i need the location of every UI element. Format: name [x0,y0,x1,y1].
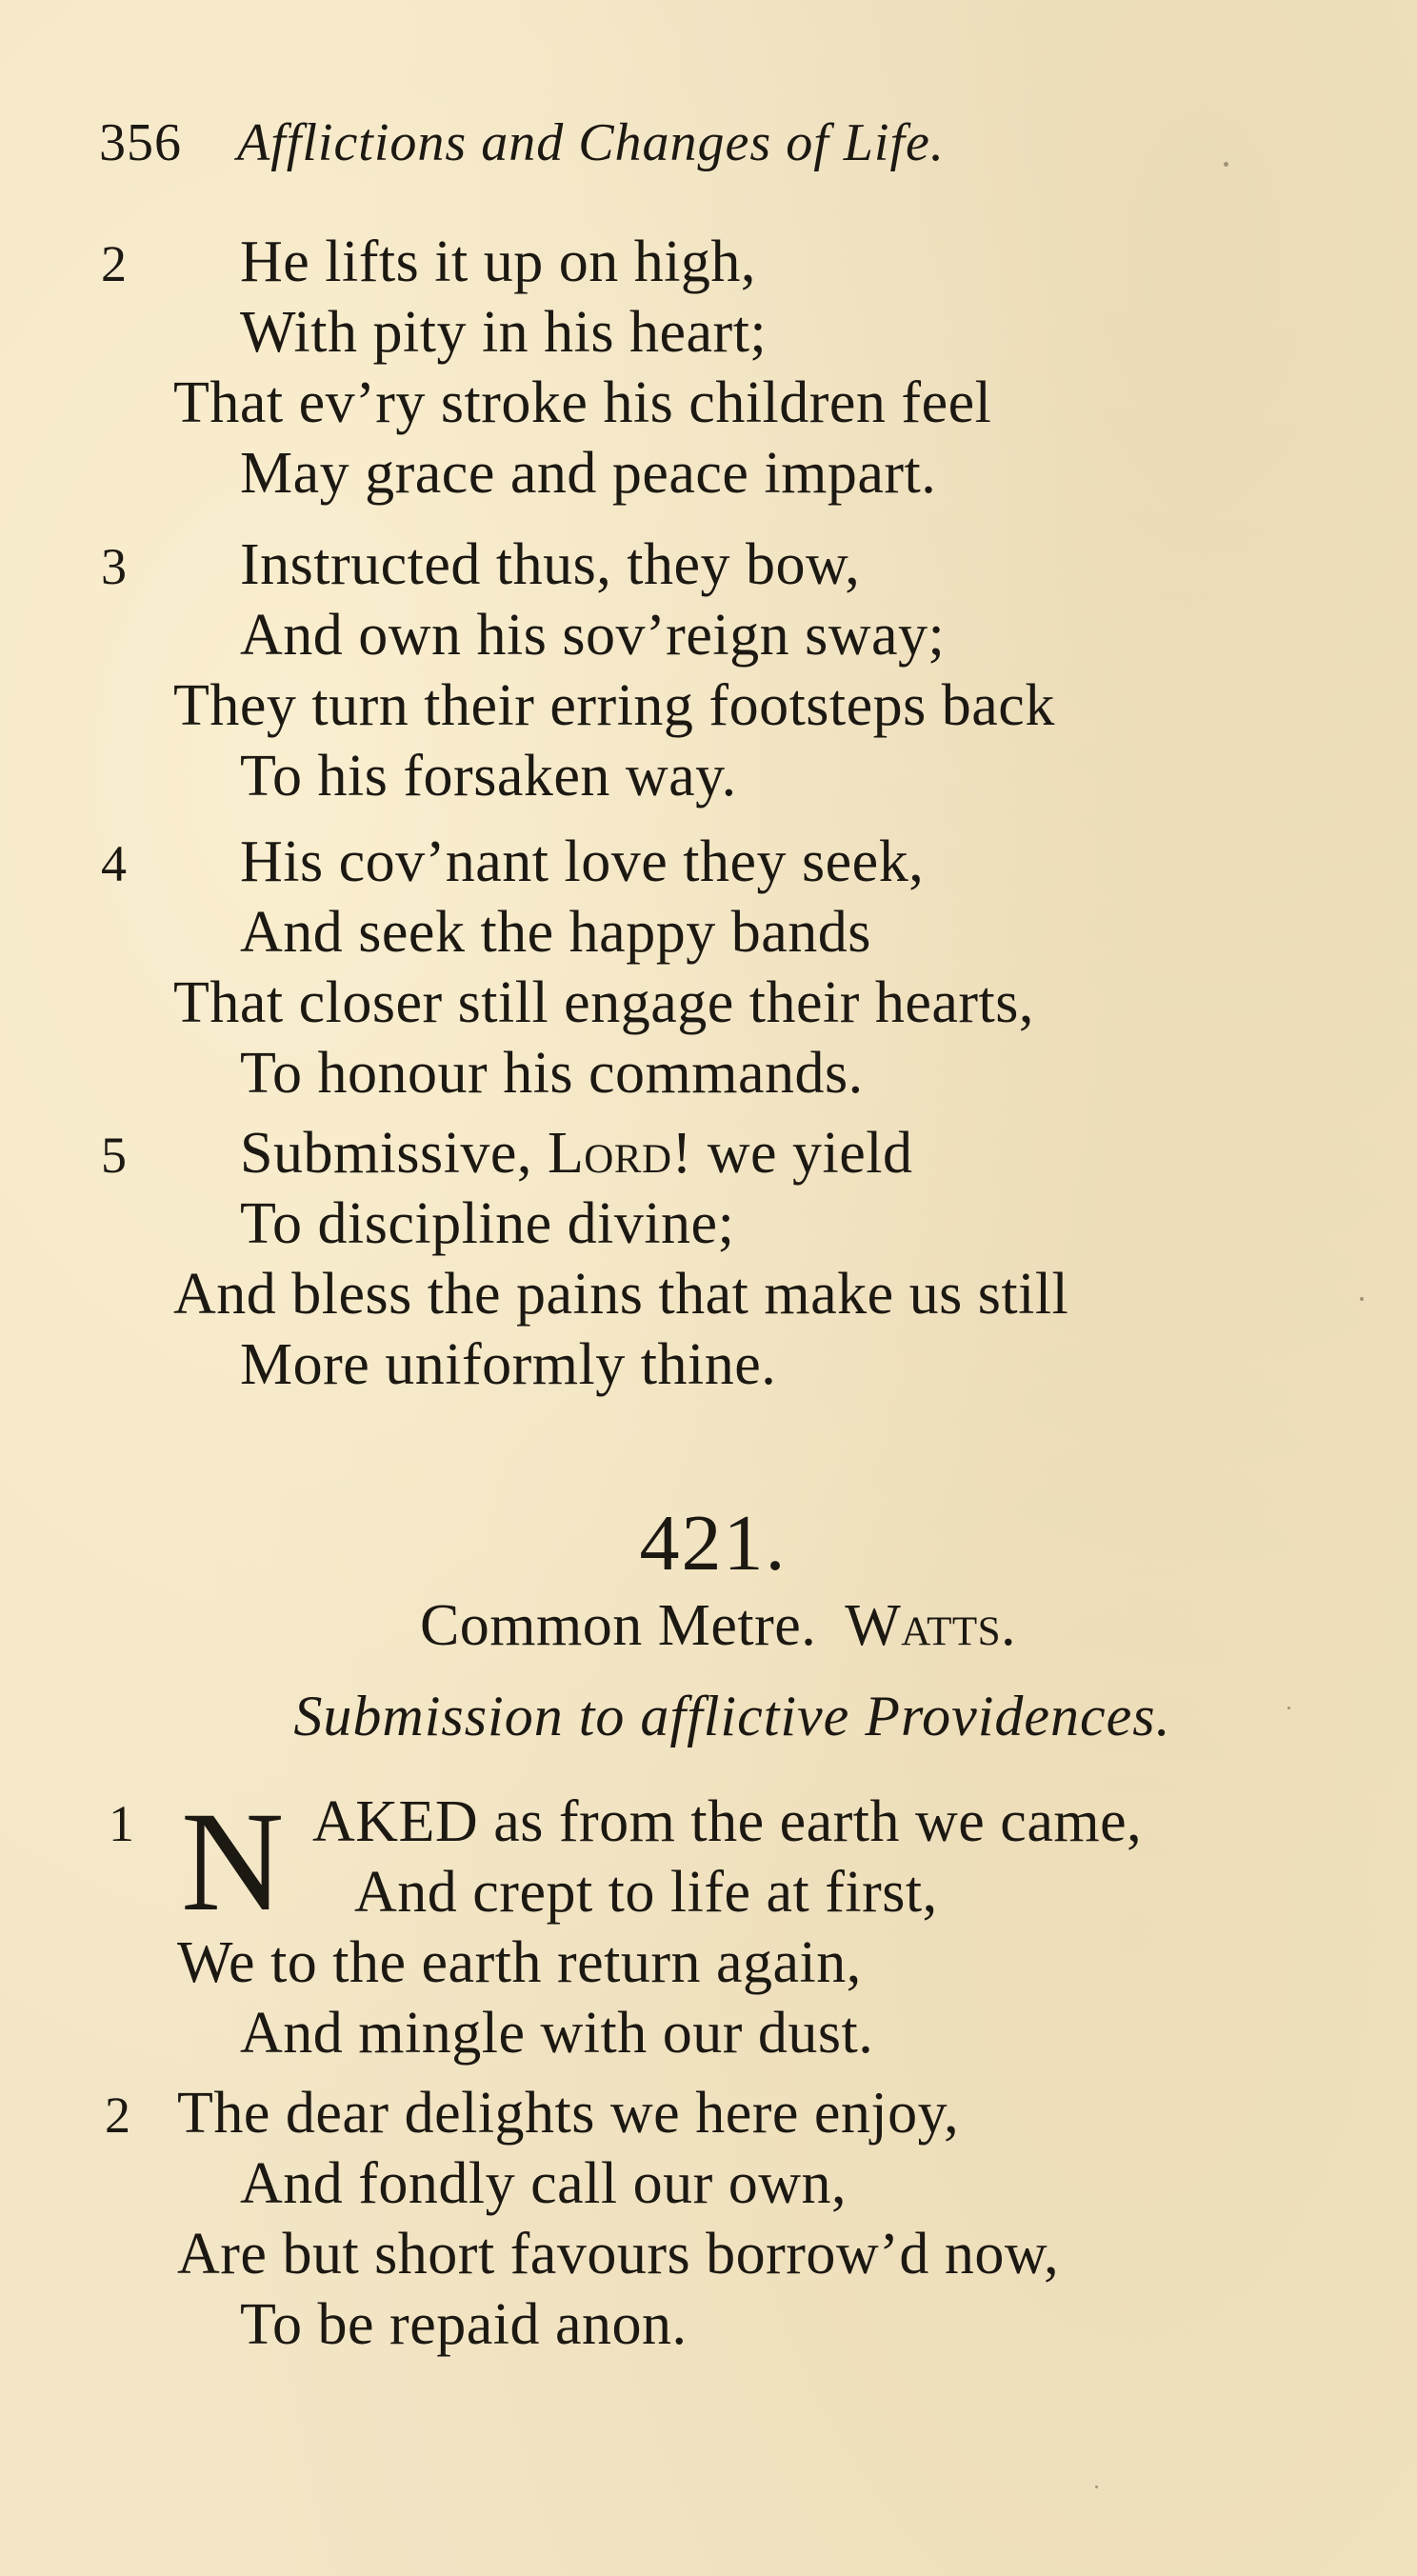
paper-speck [1360,1297,1364,1301]
hymn-number: 421. [639,1499,788,1588]
verse-number: 2 [101,235,127,292]
verse-line: And seek the happy bands [240,900,871,965]
running-title: Afflictions and Changes of Life. [237,113,945,172]
verse-line: And crept to life at first, [354,1860,938,1925]
verse-number: 5 [101,1127,127,1184]
verse-number: 1 [109,1795,134,1852]
verse-line: Are but short favours borrow’d now, [177,2222,1060,2286]
verse-line: AKED as from the earth we came, [312,1789,1143,1854]
hymn-meter: Common Metre. [419,1593,817,1658]
running-header [99,112,945,173]
verse-number: 3 [101,538,127,595]
hymn-author: Watts. [845,1593,1017,1658]
verse-number: 4 [101,835,127,892]
verse-line: Instructed thus, they bow, [240,532,861,597]
verse-line: To be repaid anon. [240,2292,688,2357]
verse-line: And own his sov’reign sway; [240,603,946,668]
verse-line: That ev’ry stroke his children feel [173,370,992,435]
verse-line: And mingle with our dust. [240,2001,874,2066]
paper-speck [1224,162,1228,167]
verse-line: May grace and peace impart. [240,441,937,506]
verse-line: They turn their erring footsteps back [173,673,1055,738]
verse-line: With pity in his heart; [240,300,768,365]
verse-line: He lifts it up on high, [240,230,756,294]
hymn-meter-author [0,1592,1417,1660]
verse-number: 2 [105,2087,130,2144]
verse-line: To discipline divine; [240,1191,735,1256]
verse-line: And bless the pains that make us still [173,1262,1069,1327]
paper-speck [1287,1707,1290,1709]
verse-line: That closer still engage their hearts, [173,970,1034,1035]
hymn-subtitle: Submission to afflictive Providences. [293,1685,1171,1747]
paper-speck [1095,2486,1098,2488]
page-number: 356 [99,113,182,172]
verse-line: To his forsaken way. [240,744,737,809]
verse-line: Submissive, Lord! we yield [240,1121,913,1186]
verse-line: The dear delights we here enjoy, [177,2081,960,2146]
verse-line: More uniformly thine. [240,1332,777,1397]
verse-line: His cov’nant love they seek, [240,829,925,894]
verse-line: We to the earth return again, [177,1930,862,1995]
verse-line: To honour his commands. [240,1041,864,1106]
verse-line: And fondly call our own, [240,2151,848,2216]
drop-cap: N [181,1783,285,1941]
small-caps-lord: Lord [547,1121,672,1186]
